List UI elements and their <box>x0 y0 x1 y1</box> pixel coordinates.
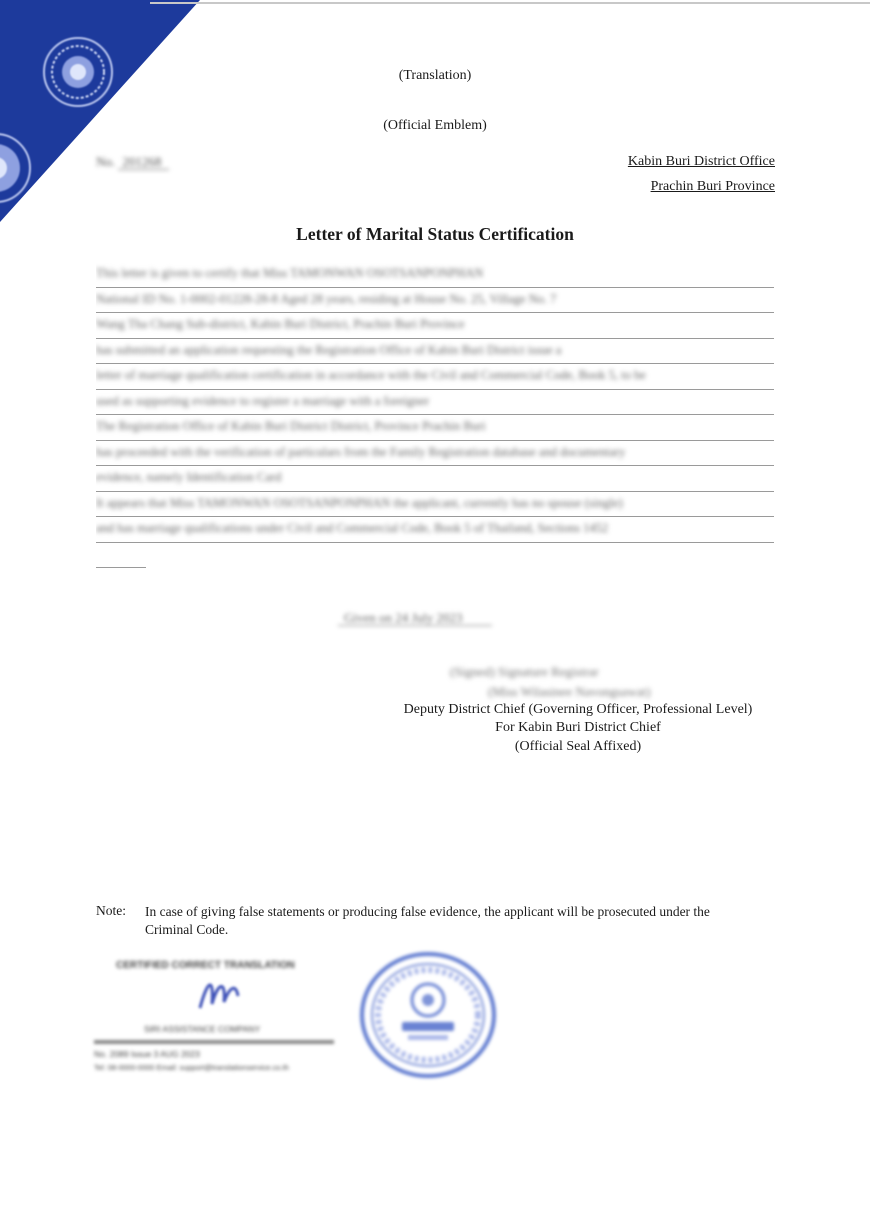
company-seal-icon <box>358 950 498 1080</box>
body-line: It appears that Miss TAMONWAN OSOTSANPONPHAN the applicant, currently has no spouse (single) <box>96 492 774 518</box>
signer-position: Deputy District Chief (Governing Officer, Professional Level) <box>403 702 753 717</box>
doc-number-label: No. <box>96 154 116 169</box>
body-line: This letter is given to certify that Miss TAMONWAN OSOTSANPONPHAN <box>96 262 774 288</box>
translator-stamp <box>86 952 356 1087</box>
letter-title: Letter of Marital Status Certification <box>296 224 574 244</box>
stamp-contact: Tel: 08-0000-0000 Email: support@translationservice.co.th <box>94 1063 289 1072</box>
note-label: Note: <box>96 903 126 918</box>
body-line: has proceeded with the verification of particulars from the Family Registration database and documentary <box>96 441 774 467</box>
certification-body <box>96 262 774 568</box>
body-line: The Registration Office of Kabin Buri District District, Province Prachin Buri <box>96 415 774 441</box>
stamp-heading: CERTIFIED CORRECT TRANSLATION <box>116 960 295 971</box>
signature-scribble-icon <box>194 974 244 1016</box>
office-line1: Kabin Buri District Office <box>627 154 775 169</box>
signed-line: (Signed) Signature Registrar <box>450 664 599 679</box>
seal-note: (Official Seal Affixed) <box>514 739 642 754</box>
stamp-company: SIRI ASSISTANCE COMPANY <box>144 1024 261 1034</box>
top-edge-line <box>150 2 870 4</box>
translation-note: (Translation) <box>398 68 472 83</box>
body-line: evidence, namely Identification Card <box>96 466 774 492</box>
document-number <box>96 154 169 170</box>
doc-number-value: 201268 <box>118 154 169 170</box>
stamp-number: No. 2089 Issue 3 AUG 2023 <box>94 1049 200 1059</box>
body-line: National ID No. 1-0002-01228-28-8 Aged 28 years, residing at House No. 25, Village No. 7 <box>96 288 774 314</box>
body-line: and has marriage qualifications under Civil and Commercial Code, Book 5 of Thailand, Sections 1452 <box>96 517 774 543</box>
body-line: used as supporting evidence to register a marriage with a foreigner <box>96 390 774 416</box>
body-line <box>96 543 146 569</box>
emblem-note: (Official Emblem) <box>383 118 487 133</box>
signer-for-line: For Kabin Buri District Chief <box>495 720 661 735</box>
stamp-rule <box>94 1040 334 1044</box>
office-line2: Prachin Buri Province <box>650 179 775 194</box>
body-line: has submitted an application requesting the Registration Office of Kabin Buri District issue a <box>96 339 774 365</box>
body-line: letter of marriage qualification certification in accordance with the Civil and Commercial Code, Book 5, to be <box>96 364 774 390</box>
body-line: Wang Tha Chang Sub-district, Kabin Buri District, Prachin Buri Province <box>96 313 774 339</box>
note-text: In case of giving false statements or producing false evidence, the applicant will be prosecuted under the Criminal Code. <box>145 904 710 937</box>
signer-name: (Miss Wilasinee Navongsawat) <box>488 684 651 699</box>
given-on-date: Given on 24 July 2023 <box>338 610 492 626</box>
